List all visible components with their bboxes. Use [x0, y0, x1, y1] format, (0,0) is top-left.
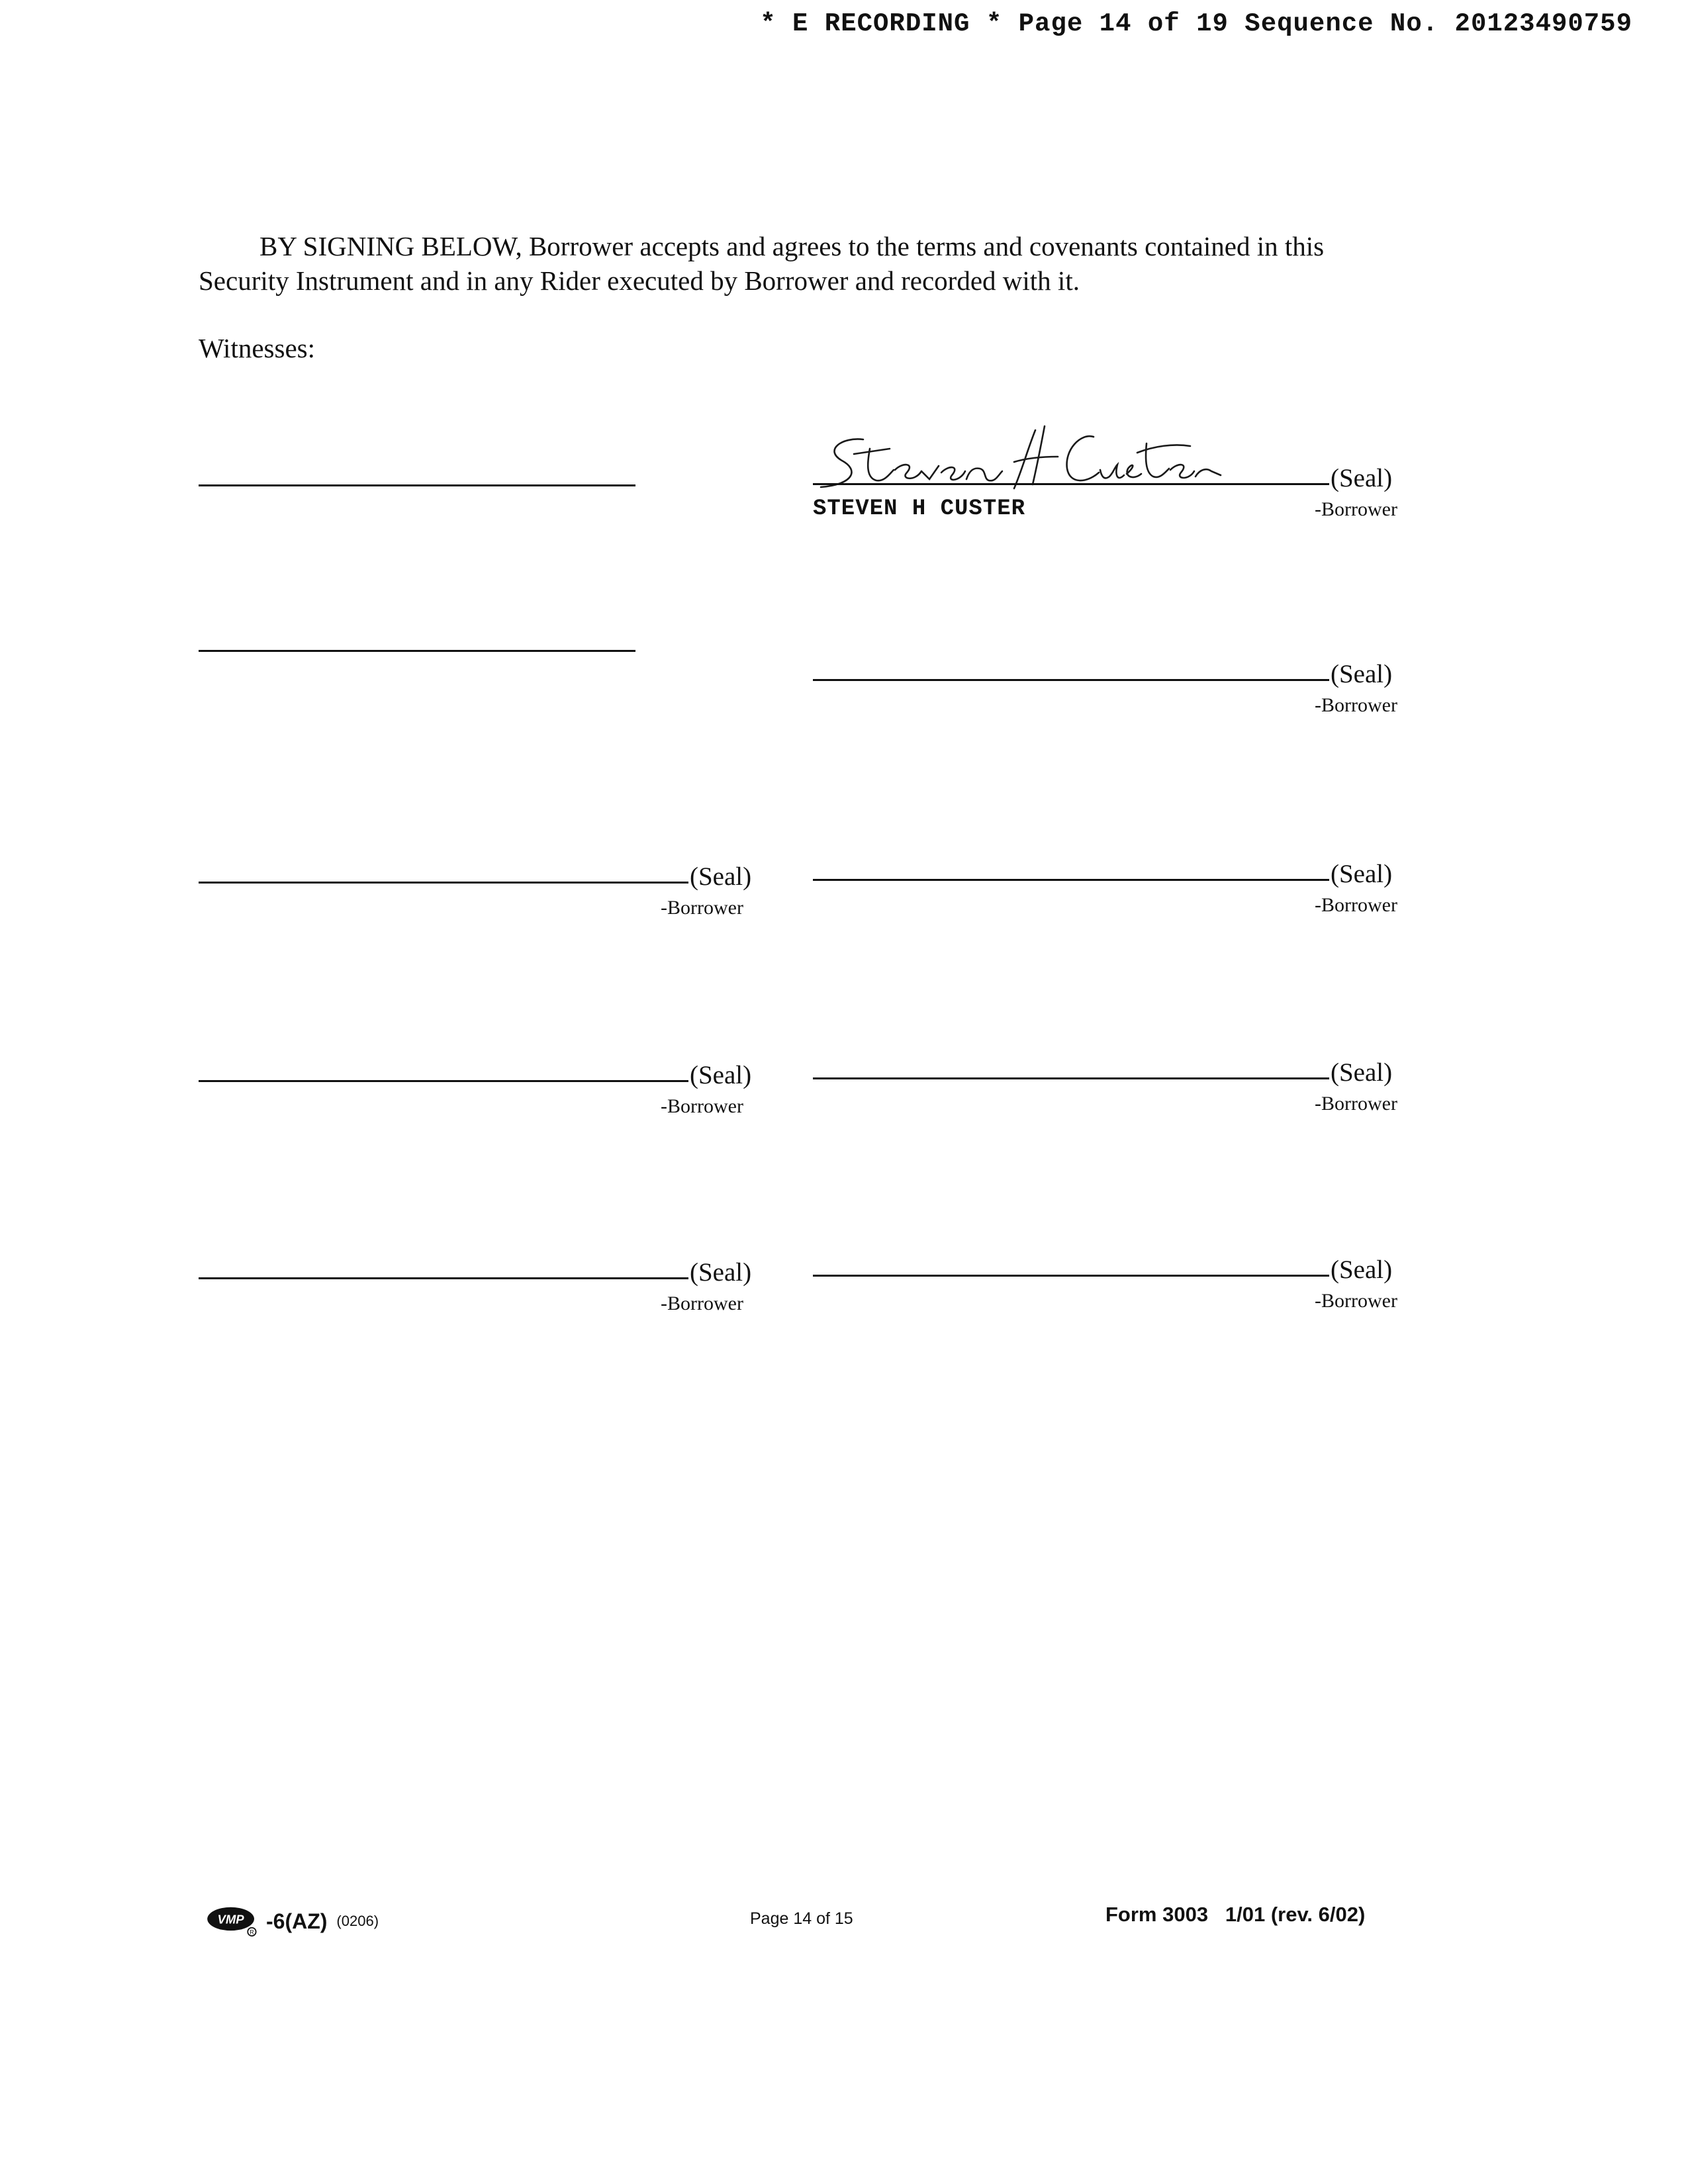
borrower-signature-line-7[interactable]: [199, 1277, 688, 1279]
borrower-signature-line-4[interactable]: [813, 879, 1329, 881]
witnesses-label: Witnesses:: [199, 333, 315, 363]
form-date-code: (0206): [336, 1913, 379, 1929]
borrower-signature-block-4: [813, 859, 1415, 919]
borrower-signature-line-2[interactable]: [813, 679, 1329, 681]
seal-label: (Seal): [1331, 860, 1393, 888]
signing-statement-text: BY SIGNING BELOW, Borrower accepts and agrees to the terms and covenants contained in this Security Instrument and in any Rider executed by Borrower and recorded with it.: [199, 231, 1325, 296]
borrower-signature-block-2: [813, 659, 1415, 719]
seal-label: (Seal): [690, 862, 752, 891]
borrower-signature-line-5[interactable]: [199, 1080, 688, 1082]
borrower-signature-line-1[interactable]: [813, 483, 1329, 485]
borrower-label: -Borrower: [661, 897, 743, 919]
footer-form-number: Form 3003 1/01 (rev. 6/02): [1105, 1903, 1366, 1926]
borrower-label: -Borrower: [661, 1095, 743, 1117]
borrower-label: -Borrower: [1315, 694, 1397, 716]
borrower-signature-block-3: [199, 862, 794, 921]
signer-printed-name: STEVEN H CUSTER: [813, 496, 1026, 522]
recording-header: * E RECORDING * Page 14 of 19 Sequence No. 20123490759: [760, 9, 1632, 38]
borrower-label: -Borrower: [661, 1293, 743, 1314]
borrower-label: -Borrower: [1315, 894, 1397, 916]
seal-label: (Seal): [1331, 1058, 1393, 1087]
witness-line-2[interactable]: [199, 650, 635, 652]
borrower-label: -Borrower: [1315, 1290, 1397, 1312]
borrower-label: -Borrower: [1315, 498, 1397, 520]
seal-label: (Seal): [690, 1258, 752, 1287]
borrower-signature-block-7: [199, 1257, 794, 1317]
seal-label: (Seal): [1331, 1255, 1393, 1284]
footer-page-number: Page 14 of 15: [750, 1909, 853, 1928]
witness-line-1[interactable]: [199, 484, 635, 486]
seal-label: (Seal): [1331, 464, 1393, 492]
borrower-label: -Borrower: [1315, 1093, 1397, 1115]
borrower-signature-line-8[interactable]: [813, 1275, 1329, 1277]
borrower-signature-line-3[interactable]: [199, 882, 688, 884]
svg-text:R: R: [250, 1929, 254, 1936]
borrower-signature-block-8: [813, 1255, 1415, 1314]
borrower-signature-block-5: [199, 1060, 794, 1120]
seal-label: (Seal): [690, 1061, 752, 1089]
form-code: -6(AZ): [266, 1909, 328, 1933]
borrower-signature-block-6: [813, 1058, 1415, 1117]
seal-label: (Seal): [1331, 660, 1393, 688]
signing-statement: [199, 229, 1410, 298]
borrower-signature-line-6[interactable]: [813, 1077, 1329, 1079]
form-identifier: [203, 1906, 379, 1936]
vmp-logo-text: VMP: [217, 1912, 244, 1927]
vmp-logo-icon: [203, 1906, 265, 1936]
